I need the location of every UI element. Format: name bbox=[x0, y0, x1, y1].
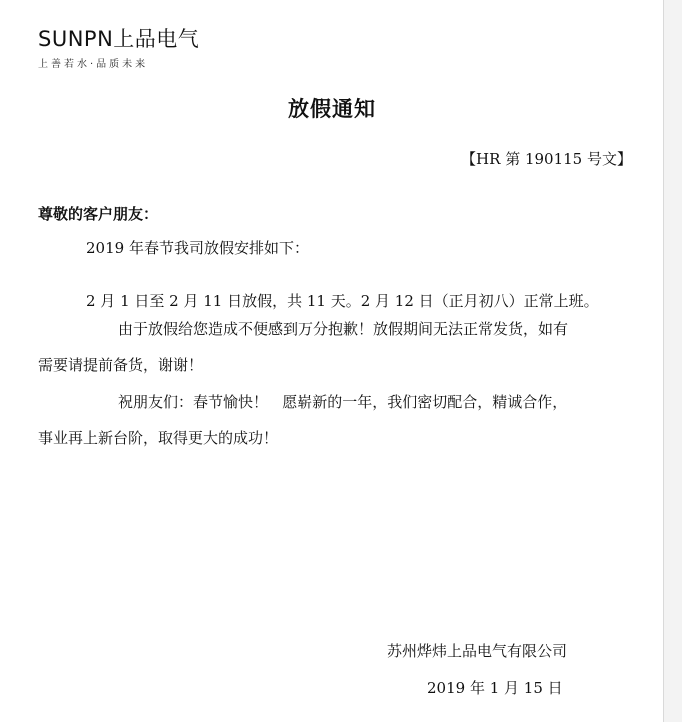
body-line-3: 由于放假给您造成不便感到万分抱歉！放假期间无法正常发货，如有 bbox=[118, 320, 569, 338]
body-line-1: 2019 年春节我司放假安排如下： bbox=[86, 239, 309, 257]
logo-brand: SUNPN上品电气 bbox=[38, 27, 200, 51]
body-line-5: 祝朋友们：春节愉快！ 愿崭新的一年，我们密切配合，精诚合作， bbox=[118, 393, 568, 411]
body-line-4: 需要请提前备货，谢谢！ bbox=[38, 356, 204, 374]
logo-tagline: 上善若水·品质未来 bbox=[38, 59, 149, 70]
notice-date: 2019 年 1 月 15 日 bbox=[427, 679, 563, 697]
company-name: 苏州烨炜上品电气有限公司 bbox=[387, 642, 568, 660]
body-line-2: 2 月 1 日至 2 月 11 日放假，共 11 天。2 月 12 日（正月初八）正常上班。 bbox=[86, 292, 599, 310]
company-logo bbox=[38, 27, 199, 70]
page-margin bbox=[664, 0, 682, 722]
notice-title: 放假通知 bbox=[288, 96, 376, 121]
body-line-6: 事业再上新台阶，取得更大的成功！ bbox=[38, 429, 279, 447]
greeting: 尊敬的客户朋友： bbox=[38, 205, 159, 223]
document-number: 【HR 第 190115 号文】 bbox=[461, 150, 632, 168]
